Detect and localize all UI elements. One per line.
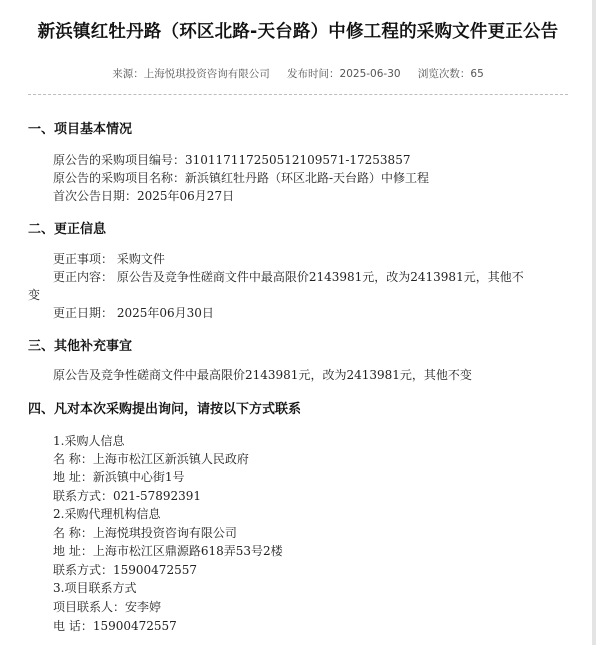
other-matters-text: 原公告及竞争性磋商文件中最高限价2143981元，改为2413981元，其他不变	[53, 368, 472, 382]
divider	[28, 94, 568, 95]
purchaser-address: 地 址：新浜镇中心街1号	[53, 470, 185, 484]
section-heading-other: 三、其他补充事宜	[28, 339, 133, 354]
agency-name: 名 称：上海悦琪投资咨询有限公司	[53, 526, 237, 540]
correction-date: 更正日期： 2025年06月30日	[53, 306, 214, 320]
source-text: 来源：上海悦琪投资咨询有限公司	[112, 68, 270, 80]
page-title: 新浜镇红牡丹路（环区北路-天台路）中修工程的采购文件更正公告	[37, 22, 559, 42]
original-project-name: 原公告的采购项目名称：新浜镇红牡丹路（环区北路-天台路）中修工程	[53, 171, 430, 185]
first-announce-date: 首次公告日期：2025年06月27日	[53, 189, 235, 203]
view-count: 浏览次数：65	[417, 68, 484, 80]
section-heading-contact: 四、凡对本次采购提出询问，请按以下方式联系	[28, 402, 302, 417]
purchaser-info-heading: 1.采购人信息	[53, 434, 125, 448]
correction-content-wrap: 变	[28, 288, 41, 302]
project-contact-heading: 3.项目联系方式	[53, 581, 137, 595]
correction-item: 更正事项： 采购文件	[53, 252, 165, 266]
original-project-number: 原公告的采购项目编号：310117117250512109571-17253857	[53, 153, 411, 167]
section-heading-correction: 二、更正信息	[28, 222, 107, 237]
project-contact-phone: 电 话：15900472557	[53, 619, 177, 633]
meta-info	[0, 66, 596, 81]
agency-contact: 联系方式：15900472557	[53, 563, 197, 577]
purchaser-contact: 联系方式：021-57892391	[53, 489, 202, 503]
correction-content: 更正内容： 原公告及竞争性磋商文件中最高限价2143981元，改为2413981元，其他不	[53, 270, 524, 284]
scrollbar-track[interactable]	[592, 0, 596, 645]
agency-info-heading: 2.采购代理机构信息	[53, 507, 161, 521]
purchaser-name: 名 称：上海市松江区新浜镇人民政府	[53, 452, 249, 466]
section-heading-basic-info: 一、项目基本情况	[28, 122, 133, 137]
agency-address: 地 址：上海市松江区鼎源路618弄53号2楼	[53, 544, 283, 558]
project-contact-person: 项目联系人：安李婷	[53, 600, 162, 614]
publish-time: 发布时间：2025-06-30	[287, 68, 401, 80]
